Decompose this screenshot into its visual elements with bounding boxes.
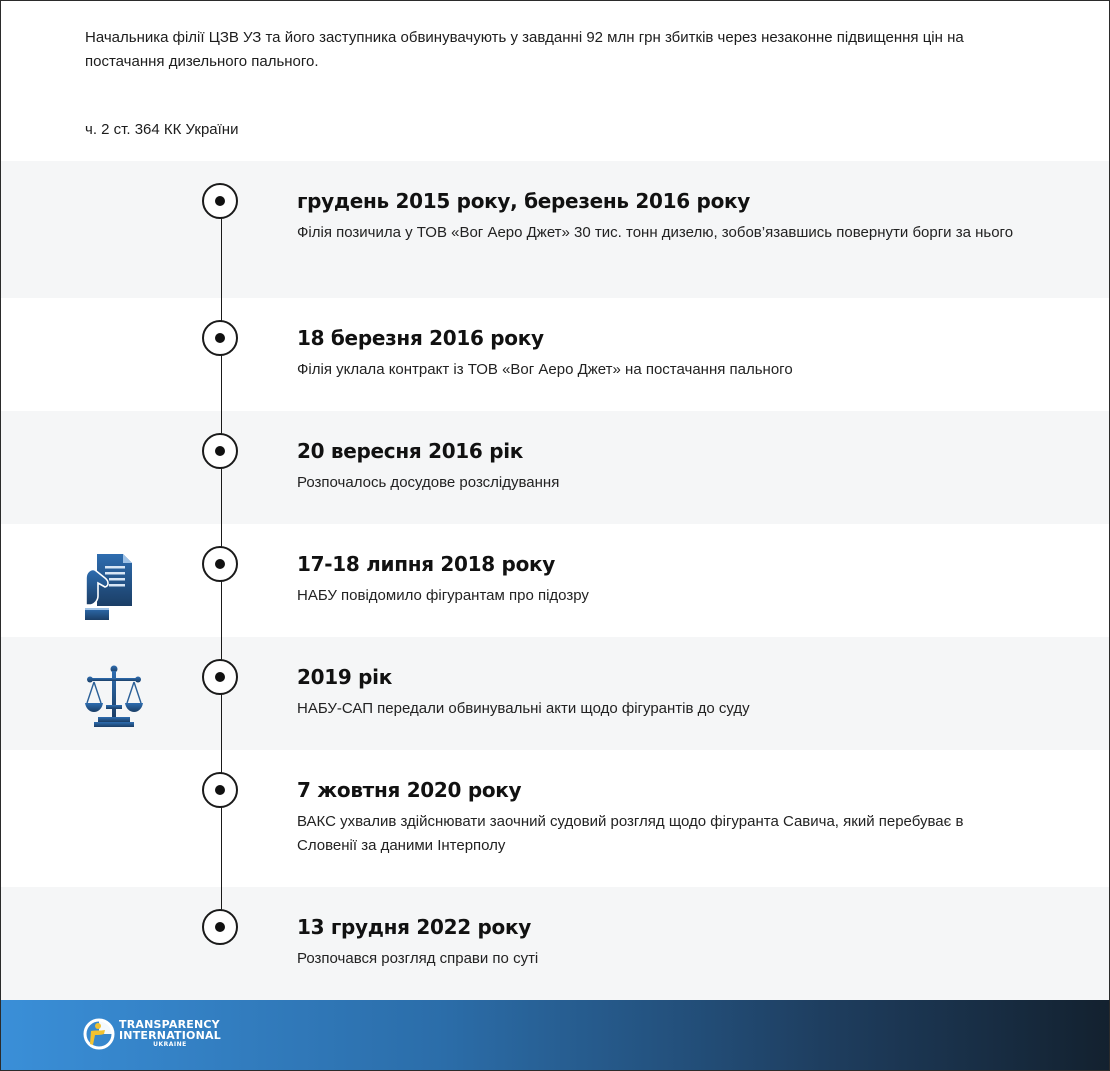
transparency-international-logo[interactable] xyxy=(83,1017,221,1051)
logo-line-1: TRANSPARENCY xyxy=(119,1018,220,1031)
timeline-row xyxy=(1,298,1109,411)
logo-line-3: UKRAINE xyxy=(153,1041,187,1048)
timeline-dot xyxy=(202,909,238,945)
intro-text: Начальника філії ЦЗВ УЗ та його заступника обвинувачують у завданні 92 млн грн збитків через незаконне підвищення цін на постачання дизельного пального. xyxy=(85,29,964,70)
footer-banner xyxy=(1,1000,1109,1070)
event-description: Розпочалось досудове розслідування xyxy=(297,474,560,491)
timeline-row xyxy=(1,411,1109,524)
event-description: ВАКС ухвалив здійснювати заочний судовий розгляд щодо фігуранта Савича, який перебуває в Словенії за даними Інтерполу xyxy=(297,813,964,854)
event-date: 7 жовтня 2020 року xyxy=(297,778,522,802)
timeline-dot xyxy=(202,659,238,695)
event-description: Розпочався розгляд справи по суті xyxy=(297,950,539,967)
event-description: Філія уклала контракт із ТОВ «Вог Аеро Джет» на постачання пального xyxy=(297,361,793,378)
ti-emblem-icon xyxy=(83,1017,115,1051)
event-description: Філія позичила у ТОВ «Вог Аеро Джет» 30 тис. тонн дизелю, зобов’язавшись повернути борги за нього xyxy=(297,224,1014,241)
timeline-row xyxy=(1,637,1109,750)
event-date: 13 грудня 2022 року xyxy=(297,915,531,939)
event-date: грудень 2015 року, березень 2016 року xyxy=(297,189,751,213)
event-date: 20 вересня 2016 рік xyxy=(297,439,524,463)
timeline-row xyxy=(1,524,1109,637)
event-description: НАБУ повідомило фігурантам про підозру xyxy=(297,587,589,604)
timeline-dot xyxy=(202,320,238,356)
timeline-dot xyxy=(202,772,238,808)
event-date: 17-18 липня 2018 року xyxy=(297,552,556,576)
timeline-row xyxy=(1,887,1109,1000)
scales-icon xyxy=(84,665,144,734)
law-article: ч. 2 ст. 364 КК України xyxy=(85,121,239,138)
event-description: НАБУ-САП передали обвинувальні акти щодо фігурантів до суду xyxy=(297,700,750,717)
timeline-dot xyxy=(202,546,238,582)
logo-wordmark xyxy=(119,1019,221,1049)
event-date: 2019 рік xyxy=(297,665,392,689)
event-date: 18 березня 2016 року xyxy=(297,326,544,350)
document-hand-icon xyxy=(85,552,135,627)
logo-line-2: INTERNATIONAL xyxy=(119,1029,221,1042)
timeline-dot xyxy=(202,433,238,469)
timeline-dot xyxy=(202,183,238,219)
